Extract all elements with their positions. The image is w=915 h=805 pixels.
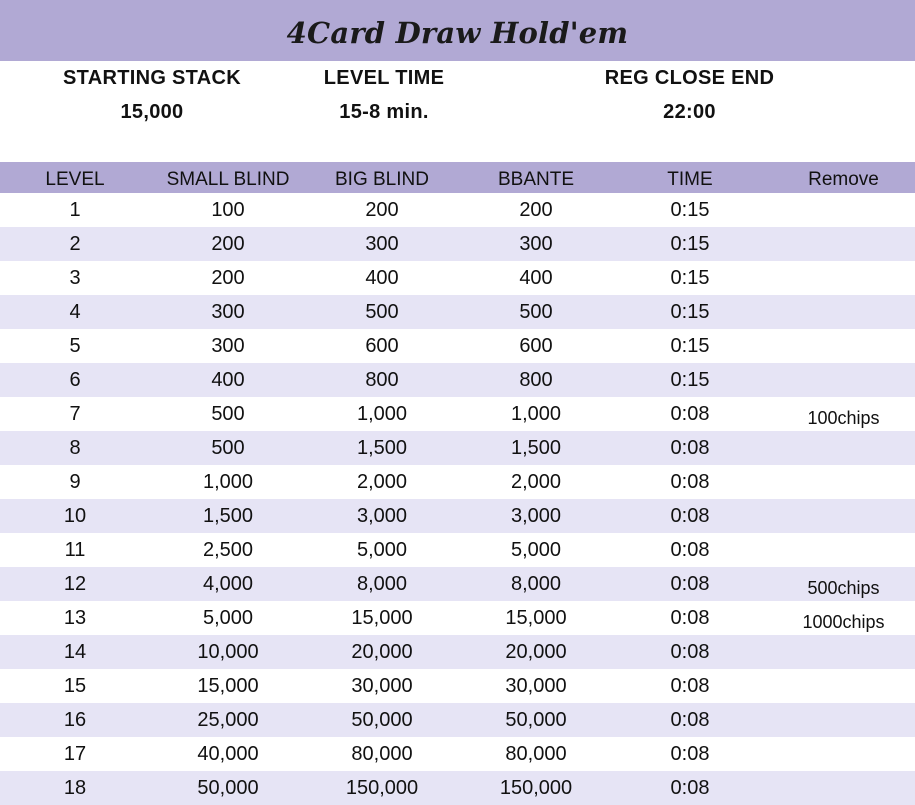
cell-level: 12 (63, 572, 87, 595)
cell-small-blind: 4,000 (202, 572, 254, 595)
table-row (0, 465, 915, 499)
cell-big-blind: 1,000 (356, 402, 408, 425)
cell-big-blind: 20,000 (351, 640, 413, 663)
table-row (0, 499, 915, 533)
cell-bbante: 800 (519, 368, 553, 391)
info-labels-row (0, 63, 915, 93)
cell-time: 0:08 (670, 436, 710, 459)
cell-bbante: 1,500 (510, 436, 562, 459)
cell-small-blind: 40,000 (197, 742, 259, 765)
cell-big-blind: 200 (365, 198, 399, 221)
table-row (0, 533, 915, 567)
cell-level: 6 (69, 368, 81, 391)
table-row (0, 431, 915, 465)
cell-remove (772, 533, 915, 567)
cell-time: 0:08 (670, 674, 710, 697)
cell-bbante: 3,000 (510, 504, 562, 527)
cell-small-blind: 200 (211, 266, 245, 289)
cell-remove (772, 465, 915, 499)
table-row (0, 635, 915, 669)
cell-small-blind: 1,500 (202, 504, 254, 527)
reg-close-end-label: REG CLOSE END (604, 66, 775, 89)
cell-small-blind: 2,500 (202, 538, 254, 561)
cell-bbante: 1,000 (510, 402, 562, 425)
cell-remove (772, 771, 915, 805)
cell-big-blind: 80,000 (351, 742, 413, 765)
header-level: LEVEL (45, 168, 105, 190)
cell-remove (772, 363, 915, 397)
cell-level: 11 (64, 538, 86, 561)
cell-bbante: 300 (519, 232, 553, 255)
table-row (0, 737, 915, 771)
cell-remove (772, 431, 915, 465)
cell-big-blind: 5,000 (356, 538, 408, 561)
cell-small-blind: 100 (211, 198, 245, 221)
cell-small-blind: 5,000 (202, 606, 254, 629)
cell-small-blind: 300 (211, 300, 245, 323)
cell-remove (772, 703, 915, 737)
cell-big-blind: 1,500 (356, 436, 408, 459)
cell-remove: 100chips (807, 407, 880, 428)
cell-bbante: 200 (519, 198, 553, 221)
cell-time: 0:15 (670, 334, 710, 357)
cell-remove (772, 669, 915, 703)
level-time-label: LEVEL TIME (323, 66, 445, 89)
table-row (0, 669, 915, 703)
table-row (0, 703, 915, 737)
cell-bbante: 80,000 (505, 742, 567, 765)
cell-time: 0:15 (670, 198, 710, 221)
table-row (0, 261, 915, 295)
cell-level: 3 (69, 266, 81, 289)
cell-level: 9 (69, 470, 81, 493)
starting-stack-value: 15,000 (120, 100, 184, 123)
cell-small-blind: 50,000 (197, 776, 259, 799)
cell-bbante: 400 (519, 266, 553, 289)
cell-bbante: 50,000 (505, 708, 567, 731)
level-time-value: 15-8 min. (339, 100, 429, 123)
table-row (0, 227, 915, 261)
cell-time: 0:15 (670, 266, 710, 289)
cell-remove (772, 227, 915, 261)
cell-level: 10 (63, 504, 87, 527)
cell-big-blind: 800 (365, 368, 399, 391)
cell-big-blind: 2,000 (356, 470, 408, 493)
cell-time: 0:08 (670, 776, 710, 799)
cell-remove (772, 193, 915, 227)
header-big-blind: BIG BLIND (335, 168, 429, 190)
cell-remove: 500chips (807, 577, 880, 598)
cell-time: 0:08 (670, 572, 710, 595)
cell-bbante: 150,000 (499, 776, 573, 799)
cell-small-blind: 200 (211, 232, 245, 255)
header-small-blind: SMALL BLIND (166, 168, 290, 190)
cell-time: 0:08 (670, 402, 710, 425)
cell-level: 7 (69, 402, 81, 425)
cell-level: 15 (63, 674, 87, 697)
cell-level: 1 (69, 198, 81, 221)
table-row (0, 567, 915, 601)
cell-big-blind: 50,000 (351, 708, 413, 731)
cell-big-blind: 150,000 (345, 776, 419, 799)
table-row (0, 193, 915, 227)
header-remove: Remove (808, 168, 879, 190)
cell-small-blind: 300 (211, 334, 245, 357)
cell-time: 0:08 (670, 538, 710, 561)
reg-close-end-value: 22:00 (663, 100, 716, 123)
cell-bbante: 600 (519, 334, 553, 357)
cell-big-blind: 300 (365, 232, 399, 255)
cell-small-blind: 15,000 (197, 674, 259, 697)
cell-time: 0:08 (670, 708, 710, 731)
cell-big-blind: 400 (365, 266, 399, 289)
cell-bbante: 500 (519, 300, 553, 323)
cell-small-blind: 400 (211, 368, 245, 391)
cell-bbante: 5,000 (510, 538, 562, 561)
cell-big-blind: 8,000 (356, 572, 408, 595)
cell-remove (772, 499, 915, 533)
cell-bbante: 20,000 (505, 640, 567, 663)
cell-bbante: 8,000 (510, 572, 562, 595)
cell-big-blind: 30,000 (351, 674, 413, 697)
cell-time: 0:08 (670, 606, 710, 629)
cell-big-blind: 15,000 (351, 606, 413, 629)
table-row (0, 295, 915, 329)
title-bar (0, 0, 915, 61)
cell-big-blind: 500 (365, 300, 399, 323)
cell-level: 8 (69, 436, 81, 459)
cell-remove (772, 329, 915, 363)
cell-remove (772, 737, 915, 771)
blind-structure-table (0, 162, 915, 805)
header-time: TIME (667, 168, 713, 190)
cell-time: 0:15 (670, 368, 710, 391)
cell-remove (772, 295, 915, 329)
table-header-row (0, 162, 915, 193)
cell-level: 14 (63, 640, 87, 663)
cell-bbante: 2,000 (510, 470, 562, 493)
page-title: 4Card Draw Hold'em (286, 15, 629, 50)
cell-level: 4 (69, 300, 81, 323)
cell-time: 0:08 (670, 640, 710, 663)
cell-remove (772, 635, 915, 669)
cell-level: 5 (69, 334, 81, 357)
cell-time: 0:15 (670, 232, 710, 255)
cell-level: 16 (63, 708, 87, 731)
cell-level: 2 (69, 232, 81, 255)
cell-small-blind: 25,000 (197, 708, 259, 731)
cell-level: 13 (63, 606, 87, 629)
table-row (0, 397, 915, 431)
cell-remove: 1000chips (802, 611, 885, 632)
header-bbante: BBANTE (497, 168, 575, 190)
cell-small-blind: 500 (211, 402, 245, 425)
cell-time: 0:08 (670, 470, 710, 493)
cell-small-blind: 10,000 (197, 640, 259, 663)
cell-time: 0:08 (670, 504, 710, 527)
table-row (0, 329, 915, 363)
cell-small-blind: 1,000 (202, 470, 254, 493)
cell-time: 0:08 (670, 742, 710, 765)
table-row (0, 771, 915, 805)
cell-level: 17 (63, 742, 87, 765)
cell-bbante: 15,000 (505, 606, 567, 629)
cell-small-blind: 500 (211, 436, 245, 459)
table-row (0, 601, 915, 635)
starting-stack-label: STARTING STACK (63, 66, 241, 89)
cell-level: 18 (63, 776, 87, 799)
cell-remove (772, 261, 915, 295)
table-row (0, 363, 915, 397)
cell-big-blind: 3,000 (356, 504, 408, 527)
cell-bbante: 30,000 (505, 674, 567, 697)
info-values-row (0, 97, 915, 127)
cell-big-blind: 600 (365, 334, 399, 357)
cell-time: 0:15 (670, 300, 710, 323)
